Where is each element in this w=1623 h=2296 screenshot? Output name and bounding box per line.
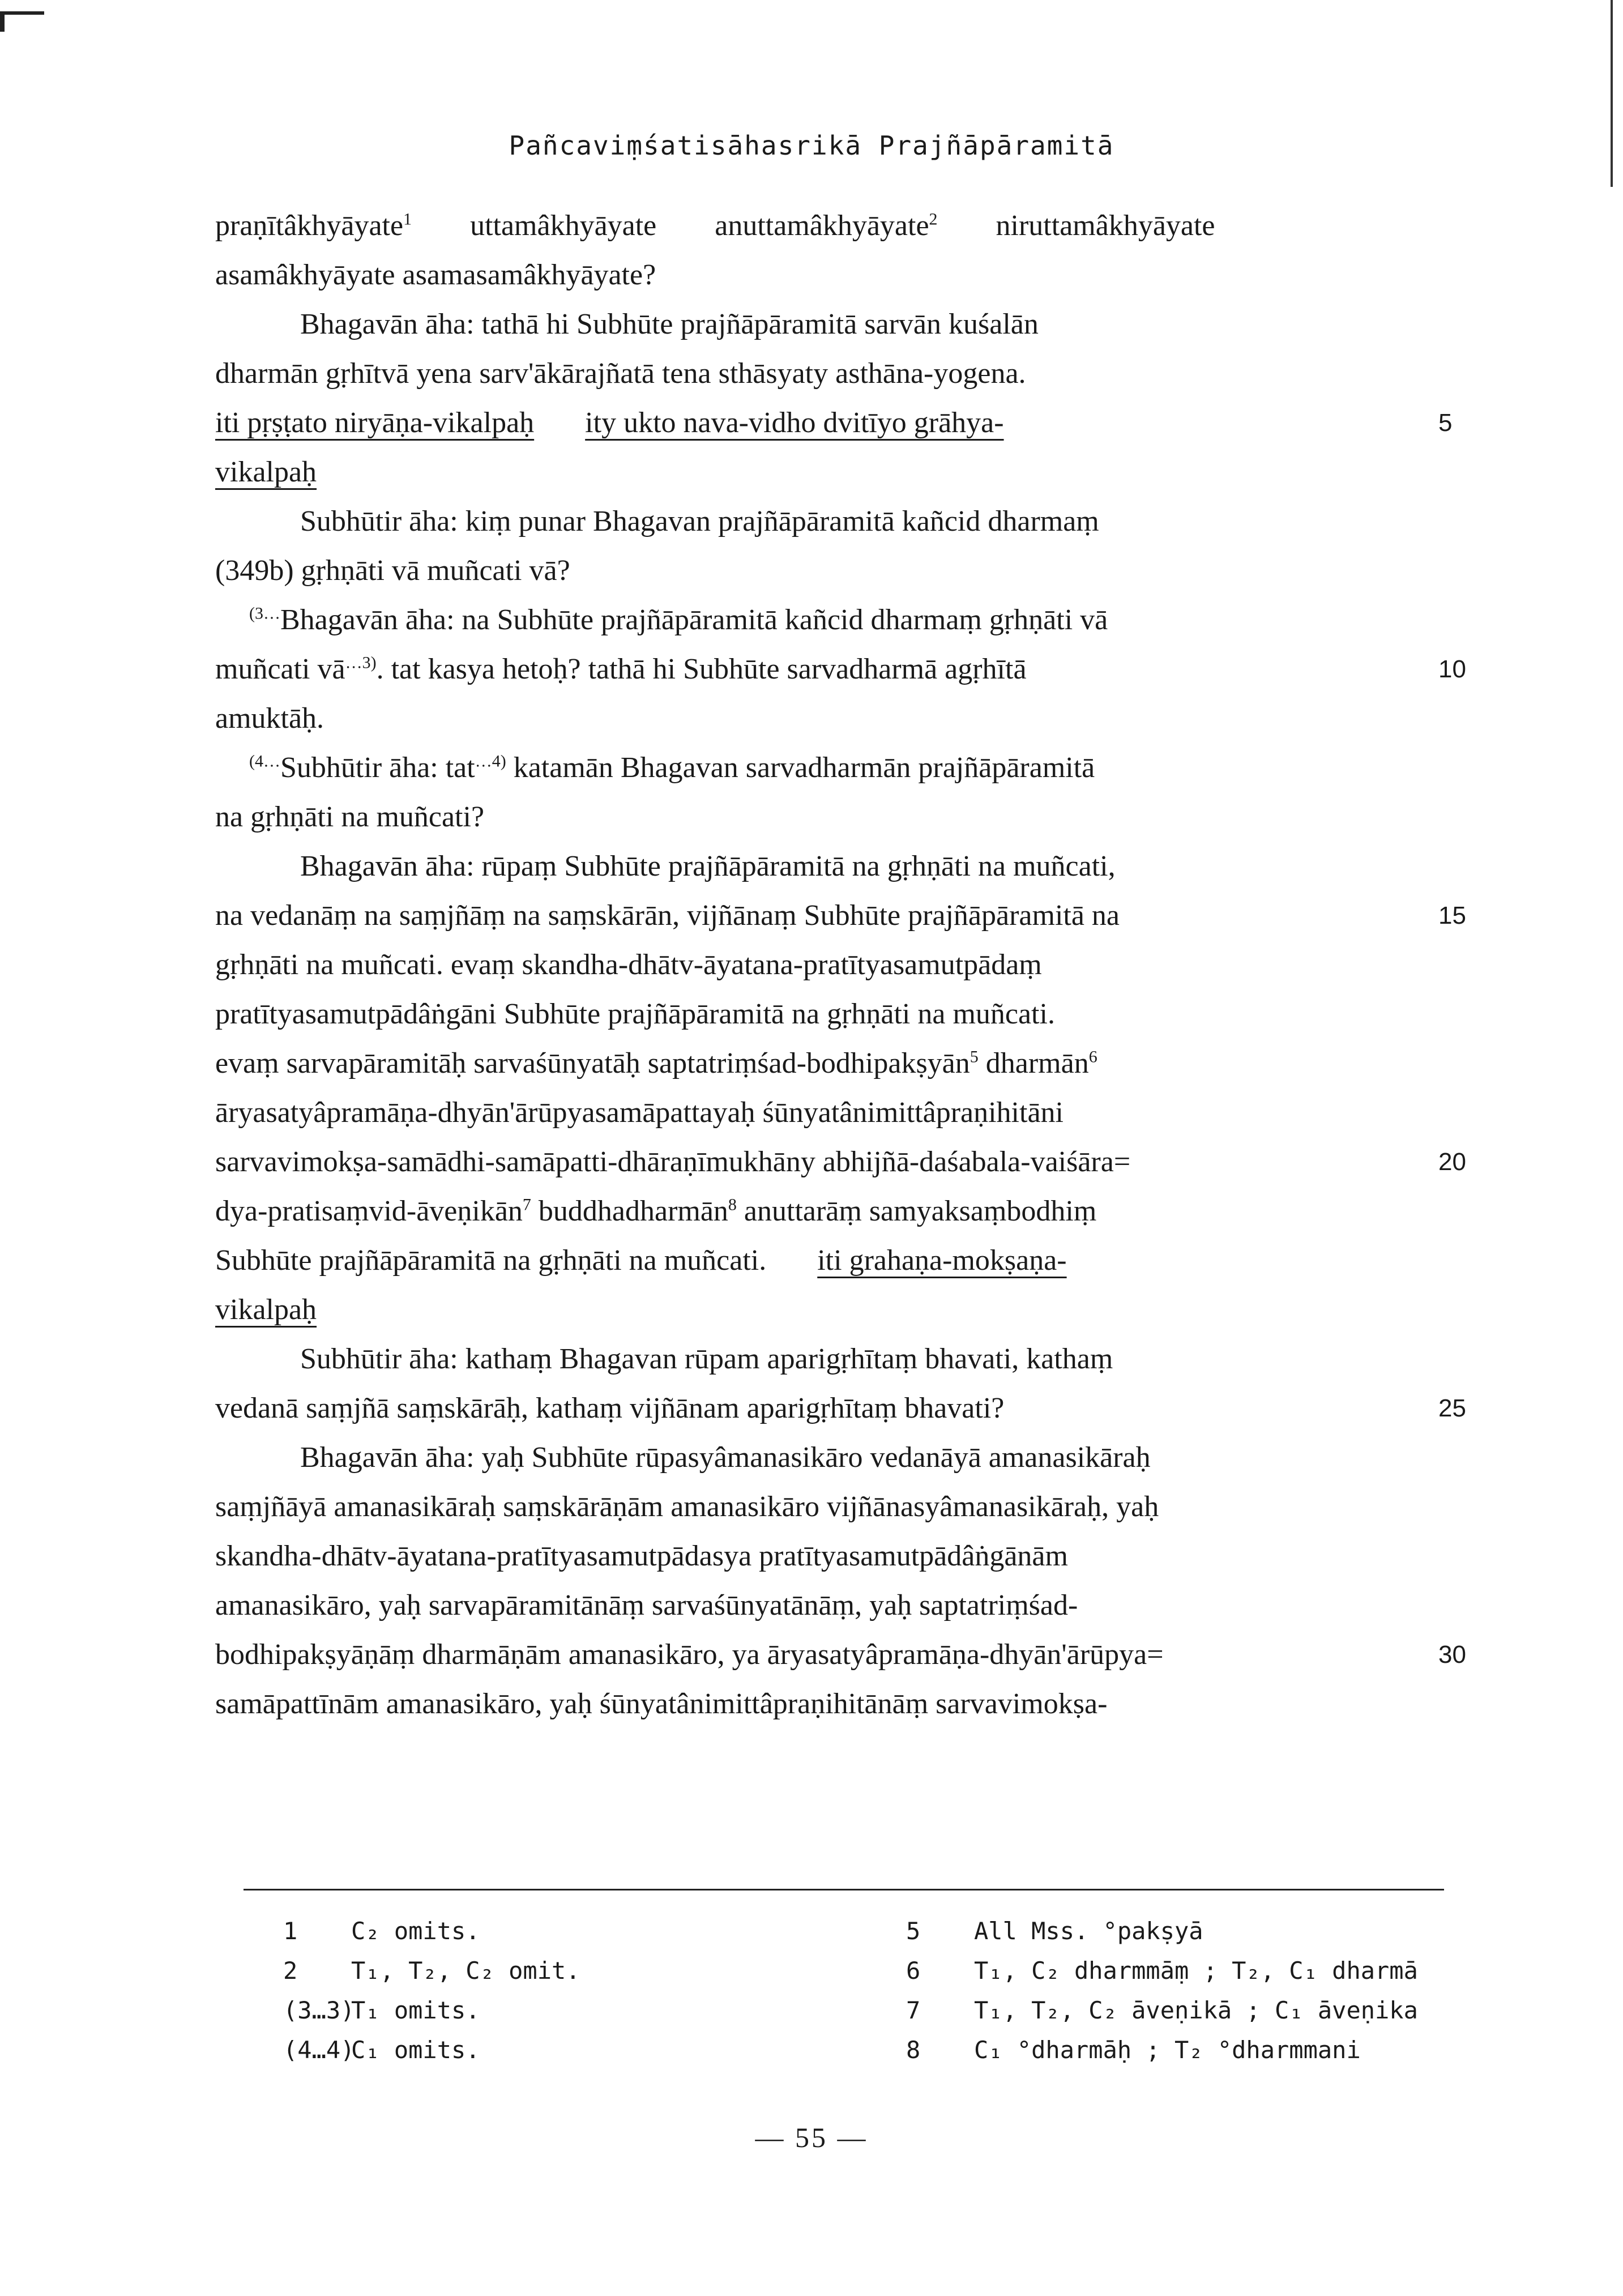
- text-line: na gṛhṇāti na muñcati?: [215, 801, 485, 833]
- text-line: Subhūte prajñāpāramitā na gṛhṇāti na muñcati. iti grahaṇa-mokṣaṇa-: [215, 1244, 1067, 1277]
- text-line: Subhūtir āha: kiṃ punar Bhagavan prajñāpāramitā kañcid dharmaṃ: [300, 505, 1099, 537]
- footnote: 8 C₁ °dharmāḥ ; T₂ °dharmmani: [906, 2036, 1361, 2064]
- text-line: amuktāḥ.: [215, 702, 324, 735]
- text-line: dharmān gṛhītvā yena sarv'ākārajñatā tena sthāsyaty asthāna-yogena.: [215, 357, 1026, 390]
- text-line: Bhagavān āha: yaḥ Subhūte rūpasyâmanasikāro vedanāyā amanasikāraḥ: [300, 1441, 1151, 1474]
- text-line: sarvavimokṣa-samādhi-samāpatti-dhāraṇīmukhāny abhijñā-daśabala-vaiśāra= 20: [215, 1137, 1416, 1187]
- apparatus-marker: (3…: [249, 604, 280, 623]
- page-number: — 55 —: [755, 2122, 868, 2153]
- text-line: bodhipakṣyāṇāṃ dharmāṇām amanasikāro, ya āryasatyâpramāṇa-dhyān'ārūpya= 30: [215, 1630, 1416, 1679]
- apparatus-marker: …3): [345, 653, 377, 672]
- text-line: vikalpaḥ: [215, 456, 317, 488]
- text-line: gṛhṇāti na muñcati. evaṃ skandha-dhātv-āyatana-pratītyasamutpādaṃ: [215, 949, 1042, 981]
- apparatus-marker: (4…: [249, 752, 280, 771]
- footnote: (4…4)C₁ omits.: [283, 2036, 480, 2064]
- text-line: saṃjñāyā amanasikāraḥ saṃskārāṇām amanasikāro vijñānasyâmanasikāraḥ, yaḥ: [215, 1491, 1159, 1523]
- footnote: 2 T₁, T₂, C₂ omit.: [283, 1957, 580, 1985]
- text-line: muñcati $vā^{\dots 3)}$. tat kasya hetoḥ? tathā hi Subhūte sarvadharmā agṛhītā 10: [215, 645, 1416, 694]
- text-line: evaṃ sarvapāramitāḥ sarvaśūnyatāḥ saptatriṃśad-bodhipakṣyān$^5$ dharmān$^6$: [215, 1047, 1097, 1079]
- footnote: 1 C₂ omits.: [283, 1917, 480, 1945]
- footnotes-left: [283, 1911, 793, 2070]
- text-line: āryasatyâpramāṇa-dhyān'ārūpyasamāpattayaḥ śūnyatânimittâpraṇihitāni: [215, 1096, 1064, 1129]
- text-line: samāpattīnām amanasikāro, yaḥ śūnyatânimittâpraṇihitānāṃ sarvavimokṣa-: [215, 1688, 1108, 1720]
- text-line: Bhagavān āha: tathā hi Subhūte prajñāpāramitā sarvān kuśalān: [300, 308, 1039, 340]
- text-line: vikalpaḥ: [215, 1294, 317, 1326]
- text-line: na vedanāṃ na saṃjñāṃ na saṃskārān, vijñānaṃ Subhūte prajñāpāramitā na 15: [215, 891, 1416, 940]
- running-title: Pañcaviṃśatisāhasrikā Prajñāpāramitā: [509, 130, 1114, 161]
- footnote: 7 T₁, T₂, C₂ āveṇikā ; C₁ āveṇika: [906, 1996, 1418, 2024]
- footnote: (3…3)T₁ omits.: [283, 1996, 480, 2024]
- line-number: 5: [1438, 409, 1453, 437]
- line-number: 15: [1438, 902, 1466, 929]
- line-number: 25: [1438, 1394, 1466, 1422]
- text-line: skandha-dhātv-āyatana-pratītyasamutpādasya pratītyasamutpādâṅgānām: [215, 1540, 1068, 1572]
- line-number: 20: [1438, 1148, 1466, 1176]
- main-text: [215, 201, 1466, 1729]
- footnote: 6 T₁, C₂ dharmmāṃ ; T₂, C₁ dharmā: [906, 1957, 1418, 1985]
- text-line: Bhagavān āha: rūpaṃ Subhūte prajñāpāramitā na gṛhṇāti na muñcati,: [300, 850, 1116, 882]
- text-line: (349b) gṛhṇāti vā muñcati vā?: [215, 554, 570, 587]
- text-line: amanasikāro, yaḥ sarvapāramitānāṃ sarvaśūnyatānāṃ, yaḥ saptatriṃśad-: [215, 1589, 1078, 1621]
- footnote: 5 All Mss. °pakṣyā: [906, 1917, 1203, 1945]
- text-line: vedanā saṃjñā saṃskārāḥ, kathaṃ vijñānam aparigṛhītaṃ bhavati? 25: [215, 1384, 1416, 1433]
- footnotes-right: [906, 1911, 1472, 2070]
- text-line: dya-pratisaṃvid-āveṇikān$^7$ buddhadharmān$^8$ anuttarāṃ samyaksaṃbodhiṃ: [215, 1195, 1097, 1227]
- apparatus-marker: …4): [475, 752, 506, 771]
- text-line: $^{(3\dots}$Bhagavān āha: na Subhūte prajñāpāramitā kañcid dharmaṃ gṛhṇāti vā: [249, 604, 1108, 636]
- text-line: praṇītâkhyāyate$^1$ uttamâkhyāyate anuttamâkhyāyate$^2$ niruttamâkhyāyate: [215, 210, 1215, 242]
- line-number: 10: [1438, 655, 1466, 683]
- footnote-rule: [244, 1889, 1444, 1890]
- text-line: Subhūtir āha: kathaṃ Bhagavan rūpam aparigṛhītaṃ bhavati, kathaṃ: [300, 1343, 1113, 1375]
- text-line: asamâkhyāyate asamasamâkhyāyate?: [215, 259, 656, 291]
- text-line: $^{(4\dots}$Subhūtir āha: tat$^{\dots 4)}$ katamān Bhagavan sarvadharmān prajñāpāramitā: [249, 752, 1095, 784]
- scan-corner-mark: [0, 11, 44, 32]
- line-number: 30: [1438, 1641, 1466, 1668]
- text-line: iti pṛṣṭato niryāṇa-vikalpaḥ ity ukto nava-vidho dvitīyo grāhya- 5: [215, 398, 1416, 447]
- text-line: pratītyasamutpādâṅgāni Subhūte prajñāpāramitā na gṛhṇāti na muñcati.: [215, 998, 1055, 1030]
